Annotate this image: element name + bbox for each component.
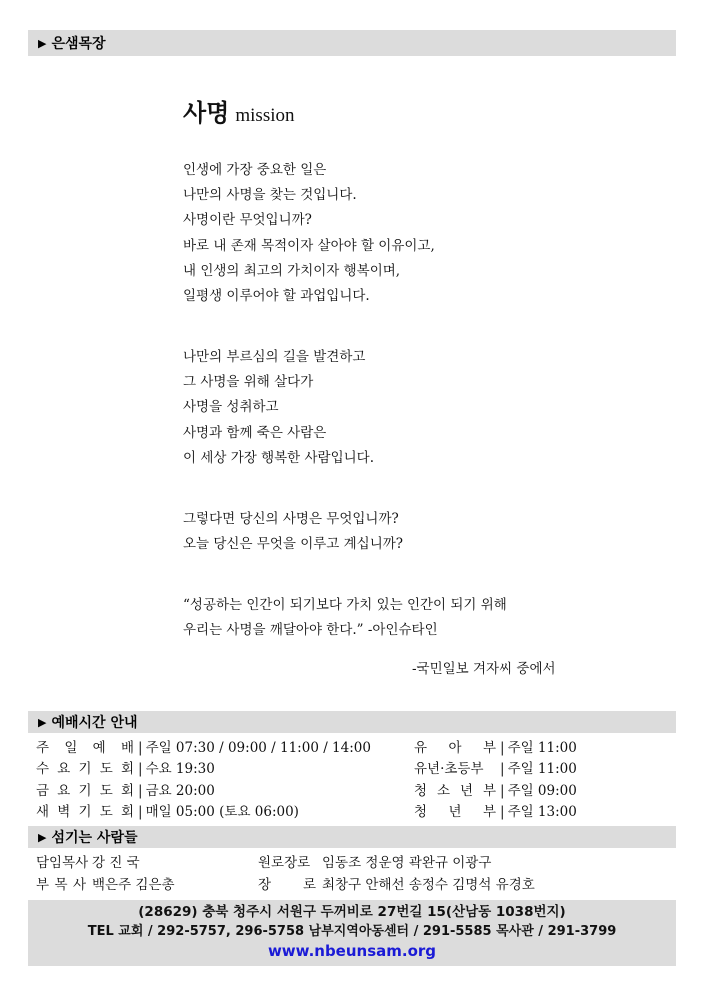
- worship-name-char: 부: [482, 803, 496, 820]
- worship-name-char: 요: [57, 761, 71, 778]
- worship-row: [414, 738, 577, 759]
- staff-names: 임동조 정운영 곽완규 이광구: [322, 855, 492, 871]
- staff-role-char: 사: [72, 876, 86, 893]
- footer: [28, 900, 676, 966]
- poem-line: 그 사명을 위해 살다가: [183, 374, 314, 391]
- worship-name-char: 배: [120, 740, 134, 756]
- worship-name-char: 아: [448, 740, 462, 756]
- worship-name-char: 기: [78, 761, 92, 778]
- poem-line: 나만의 부르심의 길을 발견하고: [183, 349, 366, 365]
- poem-stanza-1: [183, 158, 435, 309]
- worship-time: 주일 11:00: [507, 761, 577, 778]
- worship-time: 주일 11:00: [507, 740, 577, 756]
- worship-row: [36, 759, 371, 780]
- worship-name-char: 회: [120, 761, 134, 778]
- poem-stanza-4: [183, 593, 507, 643]
- divider: |: [500, 782, 505, 799]
- worship-name-char: 회: [120, 803, 134, 820]
- worship-row: [36, 781, 371, 802]
- worship-name-char: 유년·초등부: [414, 761, 484, 778]
- section-header-label: 섬기는 사람들: [51, 830, 138, 846]
- poem-line: 오늘 당신은 무엇을 이루고 계십니까?: [183, 536, 404, 553]
- staff-names: 백은주 김은총: [92, 876, 175, 893]
- divider: |: [138, 782, 143, 799]
- poem-stanza-2: [183, 345, 374, 471]
- staff-list-right: [258, 853, 535, 896]
- worship-name-char: 년: [459, 782, 474, 799]
- triangle-right-icon: ▶: [38, 715, 47, 729]
- worship-name-char: 도: [99, 782, 113, 799]
- worship-name: [414, 738, 496, 759]
- church-phone: TEL 교회 / 292-5757, 296-5758 남부지역아동센터 / 291-5585 목사관 / 291-3799: [87, 924, 617, 939]
- worship-name-char: 금: [36, 782, 50, 799]
- worship-row: [36, 738, 371, 759]
- worship-time: 수요 19:30: [145, 761, 215, 778]
- staff-row: [36, 875, 175, 897]
- section-header-staff: [28, 826, 676, 848]
- worship-time: 주일 09:00: [507, 782, 577, 799]
- staff-role-char: 원로장로: [258, 855, 311, 871]
- article-title: [183, 93, 295, 128]
- staff-role-char: 목: [54, 876, 68, 893]
- poem-line: 우리는 사명을 깨달아야 한다.” -아인슈타인: [183, 622, 438, 639]
- worship-schedule-left: [36, 738, 371, 823]
- staff-role-char: 장: [258, 876, 272, 893]
- worship-row: [414, 759, 577, 780]
- staff-role-char: 담임목사: [36, 855, 89, 871]
- divider: |: [138, 740, 143, 756]
- poem-line: 나만의 사명을 찾는 것입니다.: [183, 187, 357, 204]
- poem-line: 사명과 함께 죽은 사람은: [183, 424, 327, 441]
- worship-name: [414, 781, 496, 802]
- article-source: -국민일보 겨자씨 중에서: [412, 661, 556, 677]
- worship-name: [36, 802, 134, 823]
- worship-name-char: 소: [436, 782, 451, 799]
- worship-name-char: 요: [57, 782, 71, 799]
- section-header-label: 은샘목장: [51, 36, 106, 52]
- worship-name: [36, 781, 134, 802]
- worship-name-char: 새: [36, 803, 50, 820]
- worship-name-char: 유: [414, 740, 428, 756]
- poem-stanza-3: [183, 507, 403, 557]
- poem-line: 사명이란 무엇입니까?: [183, 212, 312, 229]
- worship-name-char: 청: [414, 803, 428, 820]
- worship-name-char: 부: [482, 740, 496, 756]
- worship-name-char: 일: [64, 740, 78, 756]
- staff-list-left: [36, 853, 175, 896]
- worship-name-char: 도: [99, 803, 113, 820]
- staff-names: 강 진 국: [92, 855, 140, 871]
- staff-role-char: 로: [302, 876, 316, 893]
- worship-time: 금요 20:00: [145, 782, 215, 799]
- section-header-worship: [28, 711, 676, 733]
- poem-line: 인생에 가장 중요한 일은: [183, 162, 327, 178]
- worship-name: [36, 759, 134, 780]
- church-address: (28629) 충북 청주시 서원구 두꺼비로 27번길 15(산남동 1038번지): [138, 904, 566, 920]
- worship-row: [36, 802, 371, 823]
- section-header-eunsam: [28, 30, 676, 56]
- worship-name-char: 수: [36, 761, 50, 778]
- staff-row: [258, 875, 535, 897]
- staff-names: 최창구 안해선 송정수 김명석 유경호: [322, 876, 535, 893]
- worship-time: 주일 07:30 / 09:00 / 11:00 / 14:00: [145, 740, 371, 756]
- worship-name-char: 기: [78, 782, 92, 799]
- staff-role: [258, 853, 316, 875]
- divider: |: [500, 761, 505, 778]
- triangle-right-icon: ▶: [38, 830, 47, 844]
- worship-schedule-right: [414, 738, 577, 823]
- staff-row: [258, 853, 535, 875]
- worship-name-char: 도: [99, 761, 113, 778]
- title-english: mission: [235, 105, 295, 126]
- staff-role: [36, 875, 86, 897]
- poem-line: 내 인생의 최고의 가치이자 행복이며,: [183, 262, 401, 279]
- worship-name-char: 예: [92, 740, 106, 756]
- worship-name-char: 년: [448, 803, 462, 820]
- poem-line: “성공하는 인간이 되기보다 가치 있는 인간이 되기 위해: [183, 597, 507, 613]
- section-header-label: 예배시간 안내: [51, 715, 138, 731]
- poem-line: 사명을 성취하고: [183, 399, 279, 416]
- divider: |: [500, 803, 505, 820]
- worship-name-char: 주: [36, 740, 50, 756]
- worship-name: [414, 802, 496, 823]
- worship-name: [36, 738, 134, 759]
- poem-line: 바로 내 존재 목적이자 살아야 할 이유이고,: [183, 237, 435, 254]
- staff-role: [258, 875, 316, 897]
- worship-name-char: 벽: [57, 803, 71, 820]
- worship-name-char: 부: [482, 782, 496, 799]
- worship-name-char: 회: [120, 782, 134, 799]
- divider: |: [138, 761, 143, 778]
- staff-role: [36, 853, 89, 875]
- poem-line: 이 세상 가장 행복한 사람입니다.: [183, 449, 374, 466]
- title-korean: 사명: [183, 99, 230, 127]
- triangle-right-icon: ▶: [38, 36, 47, 50]
- worship-name-char: 청: [414, 782, 428, 799]
- divider: |: [500, 740, 505, 756]
- worship-name: [414, 759, 496, 780]
- worship-row: [414, 802, 577, 823]
- poem-line: 그렇다면 당신의 사명은 무엇입니까?: [183, 511, 399, 527]
- staff-row: [36, 853, 175, 875]
- worship-row: [414, 781, 577, 802]
- poem-line: 일평생 이루어야 할 과업입니다.: [183, 288, 370, 305]
- staff-role-char: 부: [36, 876, 50, 893]
- church-website-link[interactable]: www.nbeunsam.org: [267, 942, 437, 960]
- worship-time: 주일 13:00: [507, 803, 577, 820]
- worship-name-char: 기: [78, 803, 92, 820]
- worship-time: 매일 05:00 (토요 06:00): [145, 803, 299, 820]
- divider: |: [138, 803, 143, 820]
